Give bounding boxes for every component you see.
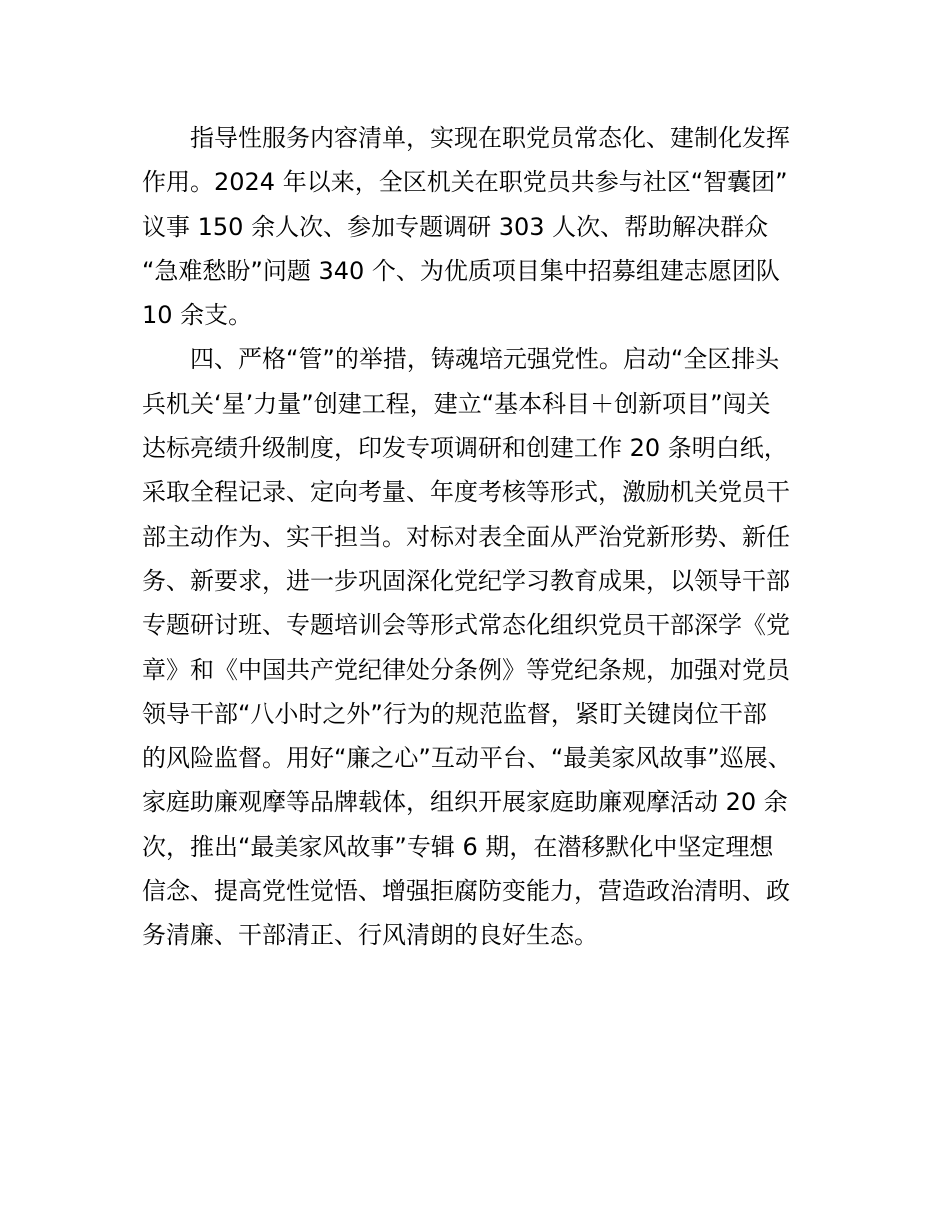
text-line: 家庭助廉观摩等品牌载体，组织开展家庭助廉观摩活动 20 余: [142, 788, 788, 817]
paragraph-2: [142, 337, 842, 957]
text-line: 领导干部“八小时之外”行为的规范监督，紧盯关键岗位干部: [142, 699, 767, 728]
paragraph-1: [142, 116, 842, 337]
text-line: 部主动作为、实干担当。对标对表全面从严治党新形势、新任: [142, 522, 790, 551]
text-line: “急难愁盼”问题 340 个、为优质项目集中招募组建志愿团队: [142, 256, 780, 285]
text-line: 兵机关‘星’力量”创建工程，建立“基本科目＋创新项目”闯关: [142, 389, 771, 418]
document-body: [142, 116, 842, 958]
text-line: 作用。2024 年以来，全区机关在职党员共参与社区“智囊团”: [142, 168, 788, 197]
text-line: 采取全程记录、定向考量、年度考核等形式，激励机关党员干: [142, 478, 790, 507]
text-line: 达标亮绩升级制度，印发专项调研和创建工作 20 条明白纸，: [142, 434, 788, 463]
text-line: 专题研讨班、专题培训会等形式常态化组织党员干部深学《党: [142, 611, 790, 640]
text-line: 章》和《中国共产党纪律处分条例》等党纪条规，加强对党员: [142, 655, 790, 684]
text-line: 务、新要求，进一步巩固深化党纪学习教育成果，以领导干部: [142, 566, 790, 595]
text-line: 指导性服务内容清单，实现在职党员常态化、建制化发挥: [190, 124, 790, 152]
text-line: 的风险监督。用好“廉之心”互动平台、“最美家风故事”巡展、: [142, 744, 792, 773]
text-line: 10 余支。: [142, 301, 253, 330]
text-line: 次，推出“最美家风故事”专辑 6 期，在潜移默化中坚定理想: [142, 832, 774, 861]
text-line: 务清廉、干部清正、行风清朗的良好生态。: [142, 921, 598, 950]
text-line: 议事 150 余人次、参加专题调研 303 人次、帮助解决群众: [142, 212, 769, 241]
text-line: 信念、提高党性觉悟、增强拒腐防变能力，营造政治清明、政: [142, 877, 790, 906]
text-line: 四、严格“管”的举措，铸魂培元强党性。启动“全区排头: [190, 345, 780, 374]
